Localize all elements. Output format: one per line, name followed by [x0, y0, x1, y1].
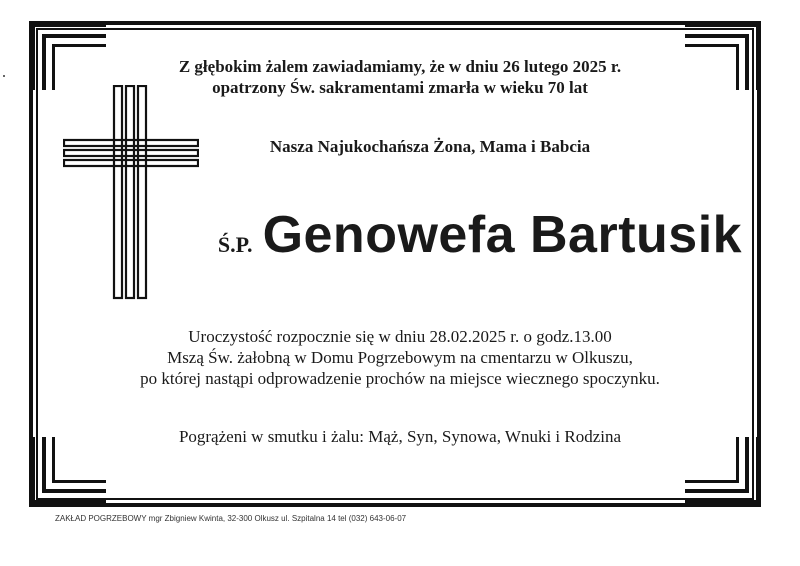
intro-announcement: [0, 56, 800, 98]
deceased-name: Genowefa Bartusik: [262, 206, 743, 264]
intro-line: Z głębokim żalem zawiadamiamy, że w dniu 26 lutego 2025 r.: [178, 57, 622, 76]
scan-speck: [3, 75, 5, 77]
ceremony-line: Uroczystość rozpocznie się w dniu 28.02.2025 r. o godz.13.00: [188, 327, 612, 346]
ceremony-details: [0, 326, 800, 389]
deceased-heading: [160, 205, 800, 265]
ceremony-line: po której nastąpi odprowadzenie prochów na miejsce wiecznego spoczynku.: [140, 369, 660, 388]
ceremony-line: Mszą Św. żałobną w Domu Pogrzebowym na cmentarzu w Olkuszu,: [167, 348, 633, 367]
mourners-line: Pogrążeni w smutku i żalu: Mąż, Syn, Synowa, Wnuki i Rodzina: [178, 427, 622, 446]
sp-prefix: Ś.P.: [217, 232, 253, 257]
latin-cross-icon: [63, 85, 199, 300]
epithet: Nasza Najukochańsza Żona, Mama i Babcia: [269, 137, 591, 156]
funeral-home-footer: ZAKŁAD POGRZEBOWY mgr Zbigniew Kwinta, 32-300 Olkusz ul. Szpitalna 14 tel (032) 643-06-07: [55, 514, 407, 523]
intro-line: opatrzony Św. sakramentami zmarła w wieku 70 lat: [212, 78, 588, 97]
